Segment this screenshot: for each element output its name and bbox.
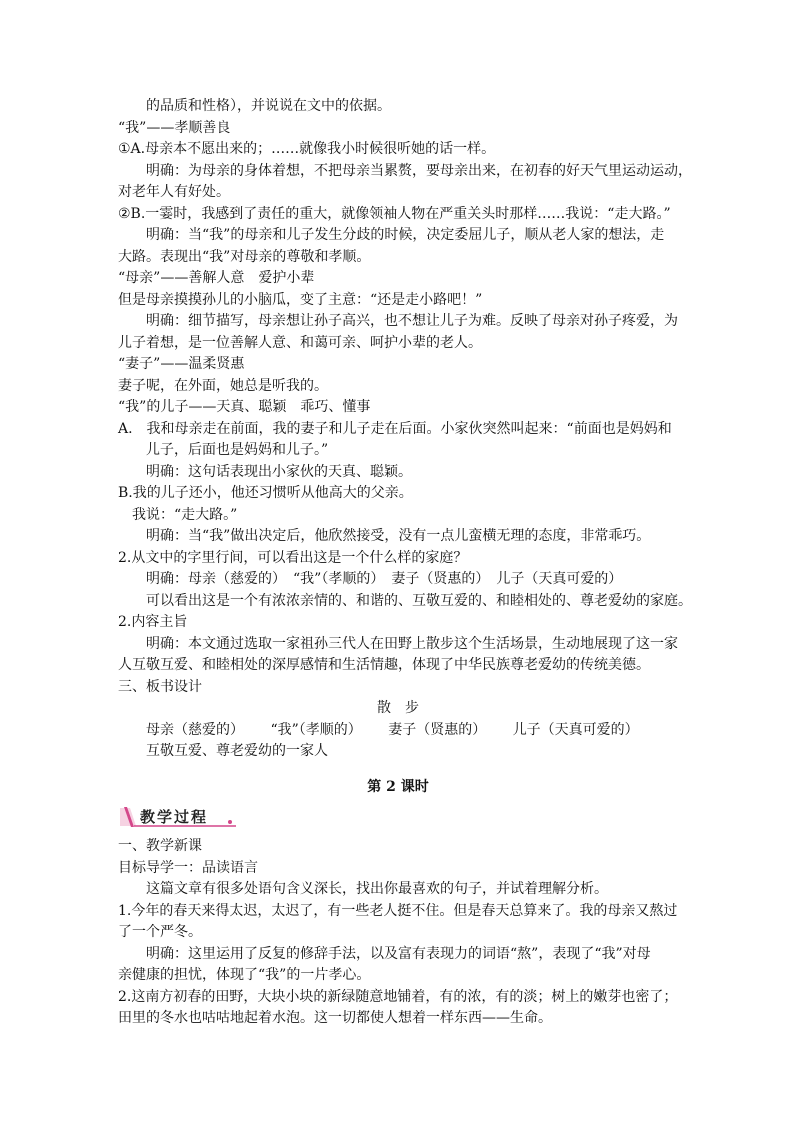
text-line: 妻子呢，在外面，她总是听我的。	[118, 377, 328, 394]
text-line: 明确：母亲（慈爱的） “我”（孝顺的） 妻子（贤惠的） 儿子（天真可爱的）	[146, 571, 623, 587]
text-line: 2.内容主旨	[118, 614, 188, 630]
text-line: 明确：细节描写，母亲想让孙子高兴，也不想让儿子为难。反映了母亲对孙子疼爱，为	[146, 313, 678, 329]
text-line: 的品质和性格），并说说在文中的依据。	[146, 98, 391, 114]
text-line: 目标导学一：品读语言	[118, 859, 258, 876]
text-line: 明确：当“我”做出决定后，他欣然接受，没有一点儿蛮横无理的态度，非常乖巧。	[146, 528, 651, 544]
text-line: 我说：“走大路。”	[132, 506, 238, 523]
text-line: 亲健康的担忧，体现了“我”的一片孝心。	[118, 967, 371, 983]
text-line: 2.从文中的字里行间，可以看出这是一个什么样的家庭？	[118, 549, 468, 566]
text-line: A. 我和母亲走在前面，我的妻子和儿子走在后面。小家伙突然叫起来：“前面也是妈妈和	[118, 420, 672, 437]
text-line: 1.今年的春天来得太迟，太迟了，有一些老人挺不住。但是春天总算来了。我的母亲又熬过	[118, 902, 678, 919]
text-line: ②B.一霎时，我感到了责任的重大，就像领袖人物在严重关头时那样……我说：“走大路。”	[118, 205, 671, 222]
text-line: 可以看出这是一个有浓浓亲情的、和谐的、互敬互爱的、和睦相处的、尊老爱幼的家庭。	[146, 592, 692, 609]
section-banner-label: 教学过程	[140, 808, 209, 826]
page-content	[118, 96, 692, 1030]
text-line: “我”——孝顺善良	[118, 119, 231, 136]
text-line: 2.这南方初春的田野，大块小块的新绿随意地铺着，有的浓，有的淡；树上的嫩芽也密了；	[118, 988, 678, 1005]
text-line: ①A.母亲本不愿出来的；……就像我小时候很听她的话一样。	[118, 141, 496, 157]
text-line: 对老年人有好处。	[118, 184, 230, 200]
text-line: 田里的冬水也咕咕地起着水泡。这一切都使人想着一样东西——生命。	[118, 1010, 552, 1026]
board-row	[118, 720, 678, 742]
text-line: 大路。表现出“我”对母亲的尊敬和孝顺。	[118, 248, 371, 265]
text-line: 儿子着想，是一位善解人意、和蔼可亲、呵护小辈的老人。	[118, 334, 482, 351]
text-line: 三、板书设计	[118, 678, 202, 695]
board-item: 妻子（贤惠的）	[388, 721, 487, 738]
text-line: 人互敬互爱、和睦相处的深厚感情和生活情趣，体现了中华民族尊老爱幼的传统美德。	[118, 657, 650, 673]
board-title: 散 步	[377, 700, 419, 716]
text-line: 明确：这句话表现出小家伙的天真、聪颖。	[146, 463, 412, 480]
text-line: 了一个严冬。	[118, 924, 202, 940]
text-line: 一、教学新课	[118, 838, 202, 854]
lesson-title: 第 2 课时	[367, 778, 429, 795]
text-line: 明确：当“我”的母亲和儿子发生分歧的时候，决定委屈儿子，顺从老人家的想法，走	[146, 227, 665, 243]
text-line: B.我的儿子还小，他还习惯听从他高大的父亲。	[118, 485, 413, 501]
board-summary: 互敬互爱、尊老爱幼的一家人	[146, 743, 328, 759]
text-line: 明确：本文通过选取一家祖孙三代人在田野上散步这个生活场景，生动地展现了这一家	[146, 635, 678, 652]
board-item: 母亲（慈爱的）	[146, 721, 244, 738]
text-line: 明确：为母亲的身体着想，不把母亲当累赘，要母亲出来，在初春的好天气里运动运动，	[146, 162, 692, 179]
text-line: 这篇文章有很多处语句含义深长，找出你最喜欢的句子，并试着理解分析。	[146, 881, 608, 897]
text-line: 但是母亲摸摸孙儿的小脑瓜，变了主意：“还是走小路吧！”	[118, 291, 483, 308]
text-line: 儿子，后面也是妈妈和儿子。”	[146, 442, 329, 458]
section-banner	[118, 804, 238, 830]
board-item: 儿子（天真可爱的）	[512, 721, 639, 738]
text-line: “母亲”——善解人意 爱护小辈	[118, 270, 315, 286]
text-line: “妻子”——温柔贤惠	[118, 356, 245, 372]
text-line: 明确：这里运用了反复的修辞手法，以及富有表现力的词语“熬”，表现了“我”对母	[146, 945, 651, 962]
text-line: “我”的儿子——天真、聪颖 乖巧、懂事	[118, 399, 371, 415]
board-item: “我”（孝顺的）	[270, 721, 362, 738]
